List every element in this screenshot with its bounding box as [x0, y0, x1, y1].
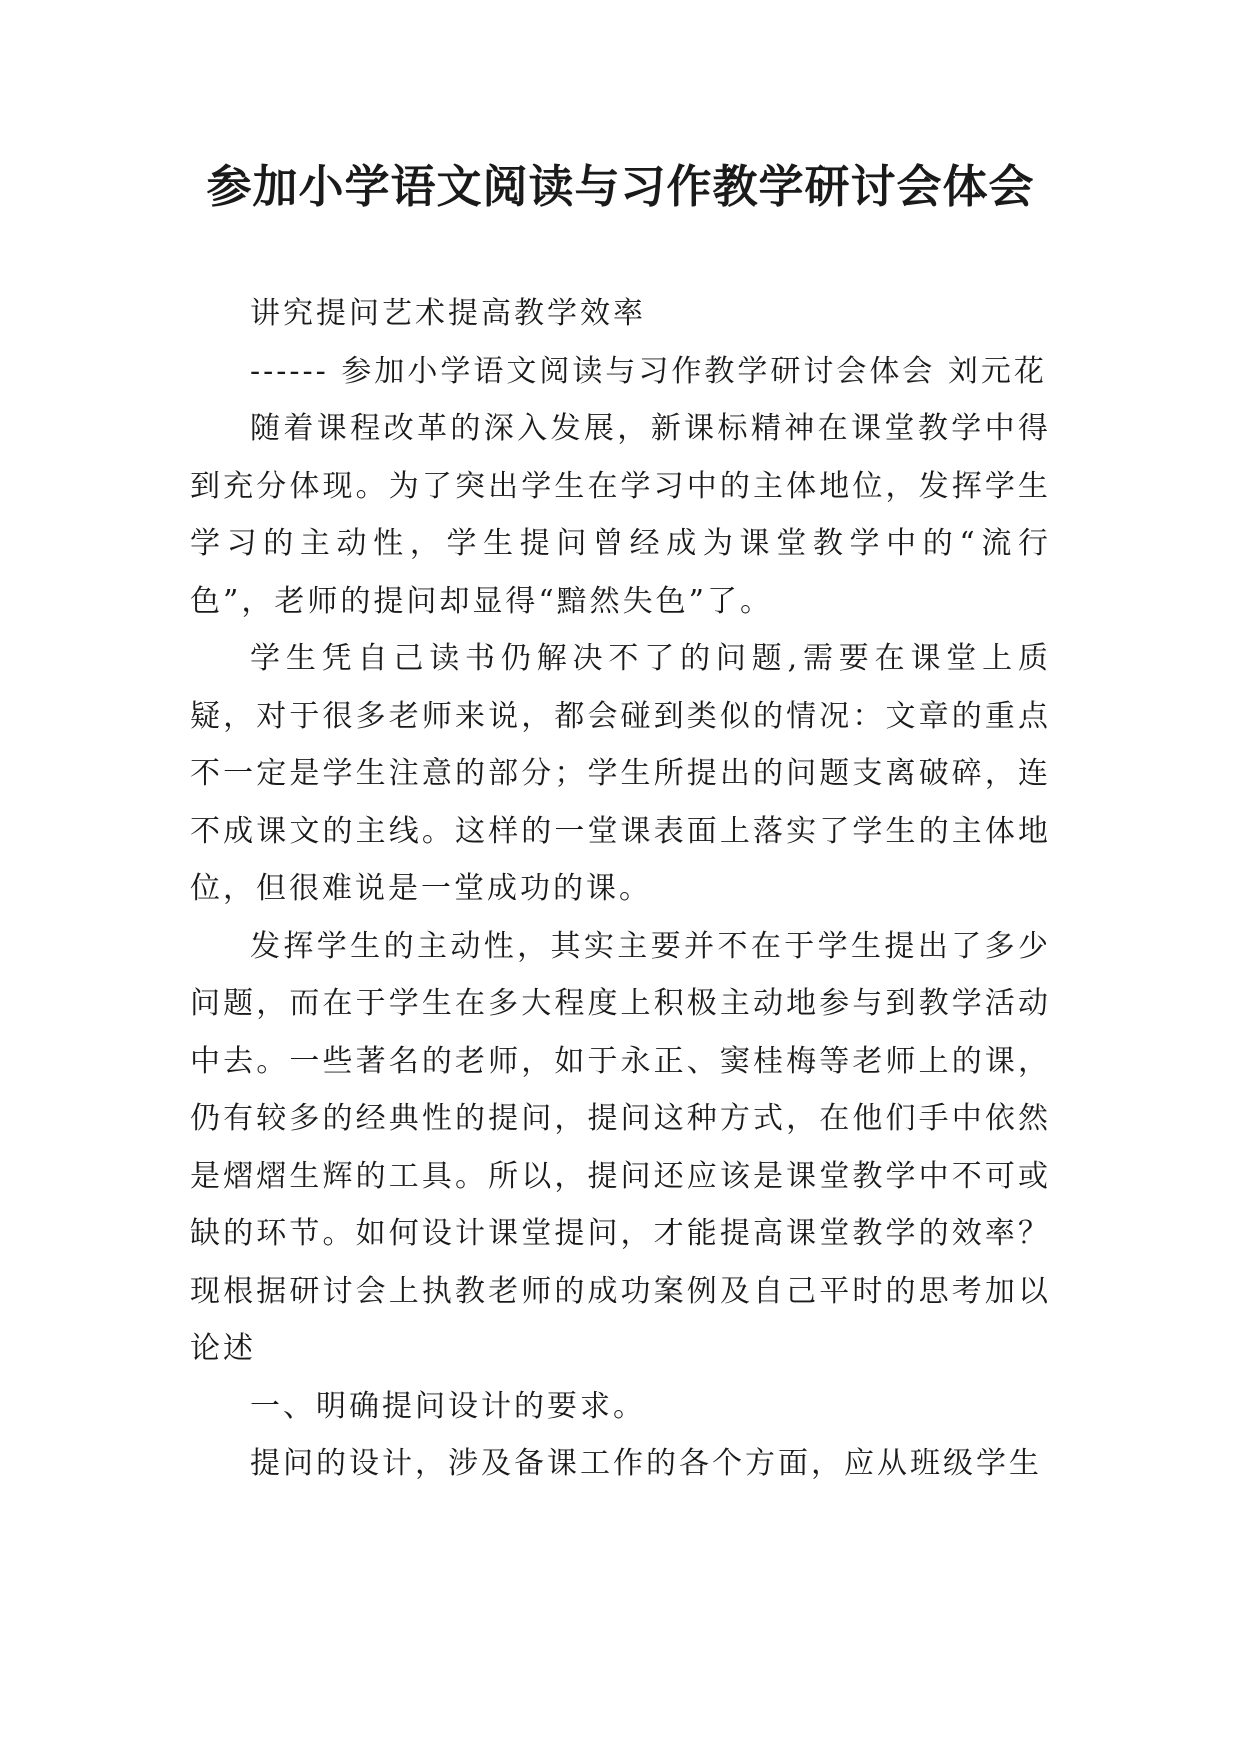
body-paragraph: 发挥学生的主动性，其实主要并不在于学生提出了多少问题，而在于学生在多大程度上积极主动地参与到教学活动中去。一些著名的老师，如于永正、窦桂梅等老师上的课，仍有较多的经典性的提问，提问这种方式，在他们手中依然是熠熠生辉的工具。所以，提问还应该是课堂教学中不可或缺的环节。如何设计课堂提问，才能提高课堂教学的效率？现根据研讨会上执教老师的成功案例及自己平时的思考加以论述	[190, 928, 1051, 1366]
document-body	[190, 285, 1051, 1493]
subtitle-paragraph: 讲究提问艺术提高教学效率	[250, 296, 646, 331]
body-paragraph: 提问的设计，涉及备课工作的各个方面，应从班级学生	[250, 1446, 1042, 1481]
body-paragraph: 学生凭自己读书仍解决不了的问题,需要在课堂上质疑，对于很多老师来说，都会碰到类似的情况：文章的重点不一定是学生注意的部分；学生所提出的问题支离破碎，连不成课文的主线。这样的一堂课表面上落实了学生的主体地位，但很难说是一堂成功的课。	[190, 641, 1051, 906]
byline-paragraph: ------ 参加小学语文阅读与习作教学研讨会体会 刘元花	[250, 353, 1047, 389]
body-paragraph: 随着课程改革的深入发展，新课标精神在课堂教学中得到充分体现。为了突出学生在学习中的主体地位，发挥学生学习的主动性，学生提问曾经成为课堂教学中的“流行色”，老师的提问却显得“黯然失色”了。	[190, 411, 1051, 619]
document-title: 参加小学语文阅读与习作教学研讨会体会	[206, 160, 1035, 213]
section-heading: 一、明确提问设计的要求。	[250, 1388, 646, 1424]
